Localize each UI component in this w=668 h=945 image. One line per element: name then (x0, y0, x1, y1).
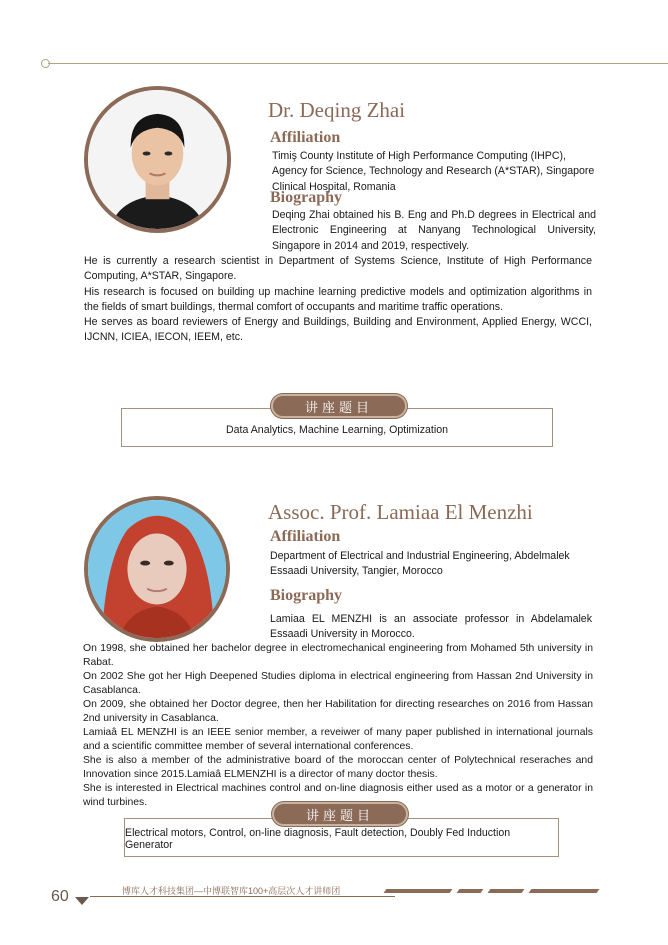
portrait-photo (84, 86, 231, 233)
footer-stripe (488, 889, 525, 893)
biography-heading: Biography (270, 587, 343, 604)
topic-text: Data Analytics, Machine Learning, Optimization (226, 423, 448, 436)
portrait-man-icon (88, 90, 227, 229)
topic-badge: 讲座题目 (271, 394, 407, 418)
portrait-photo (84, 496, 230, 642)
topic-text: Electrical motors, Control, on-line diagnosis, Fault detection, Doubly Fed Induction Generator (125, 827, 511, 851)
biography-intro: Lamiaa EL MENZHI is an associate professor in Abdelamalek Essaadi University in Morocco. (270, 613, 592, 641)
footer-stripe (384, 889, 453, 893)
bio-paragraph: He serves as board reviewers of Energy and Buildings, Building and Environment, Applied Energy, WCCI, IJCNN, ICIEA, IECON, IEEM, etc. (84, 316, 592, 344)
bio-paragraph: His research is focused on building up machine learning predictive models and optimization algorithms in the fields of smart buildings, thermal comfort of occupants and maritime traffic operations. (84, 285, 592, 313)
affiliation-heading: Affiliation (270, 129, 341, 146)
speaker-name: Assoc. Prof. Lamiaa El Menzhi (268, 500, 533, 524)
biography-body (83, 642, 593, 810)
bio-paragraph: She is interested in Electrical machines control and on-line diagnosis either used as a motor or a generator in wind turbines. (83, 783, 593, 808)
speaker-name: Dr. Deqing Zhai (268, 98, 406, 122)
footer-stripe (529, 889, 600, 893)
header-rule (48, 63, 668, 64)
bio-paragraph: She is also a member of the administrative board of the moroccan center of Polytechnical reseraches and Innovation since 2015.Lamiaâ ELMENZHI is a director of many doctor thesis. (83, 755, 593, 780)
bio-paragraph: Lamiaâ EL MENZHI is an IEEE senior member, a reveiwer of many paper published in international journals and a scientific committee member of several international conferences. (83, 727, 593, 752)
portrait-woman-icon (88, 500, 226, 638)
bio-paragraph: On 2009, she obtained her Doctor degree, then her Habilitation for directing researches on 2016 from Hassan 2nd university in Casablanca. (83, 699, 593, 724)
bio-paragraph: He is currently a research scientist in Department of Systems Science, Institute of High Performance Computing, A*STAR, Singapore. (84, 255, 592, 283)
affiliation-text: Department of Electrical and Industrial Engineering, Abdelmalek Essaadi University, Tangier, Morocco (270, 550, 570, 578)
affiliation-text: Timiş County Institute of High Performance Computing (IHPC), Agency for Science, Technology and Research (A*STAR), Singapore Clinical Hospital, Romania (272, 150, 595, 193)
bio-paragraph: On 1998, she obtained her bachelor degree in electromechanical engineering from Mohamed 5th university in Rabat. (83, 643, 593, 668)
bio-paragraph: On 2002 She got her High Deepened Studies diploma in electrical engineering from Hassan 2nd University in Casablanca. (83, 671, 593, 696)
biography-body (84, 254, 592, 346)
footer-text: 博库人才科技集团—中博联智库100+高层次人才讲师团 (122, 886, 341, 896)
topic-badge: 讲座题目 (272, 802, 408, 826)
biography-intro: Deqing Zhai obtained his B. Eng and Ph.D degrees in Electrical and Electronic Engineering at Nanyang Technological University, Singapore in 2014 and 2019, respectively. (272, 209, 596, 252)
biography-heading: Biography (270, 189, 343, 206)
page-number: 60 (51, 888, 69, 905)
footer-stripe (457, 889, 484, 893)
affiliation-heading: Affiliation (270, 528, 341, 545)
footer-triangle-icon (75, 897, 89, 905)
